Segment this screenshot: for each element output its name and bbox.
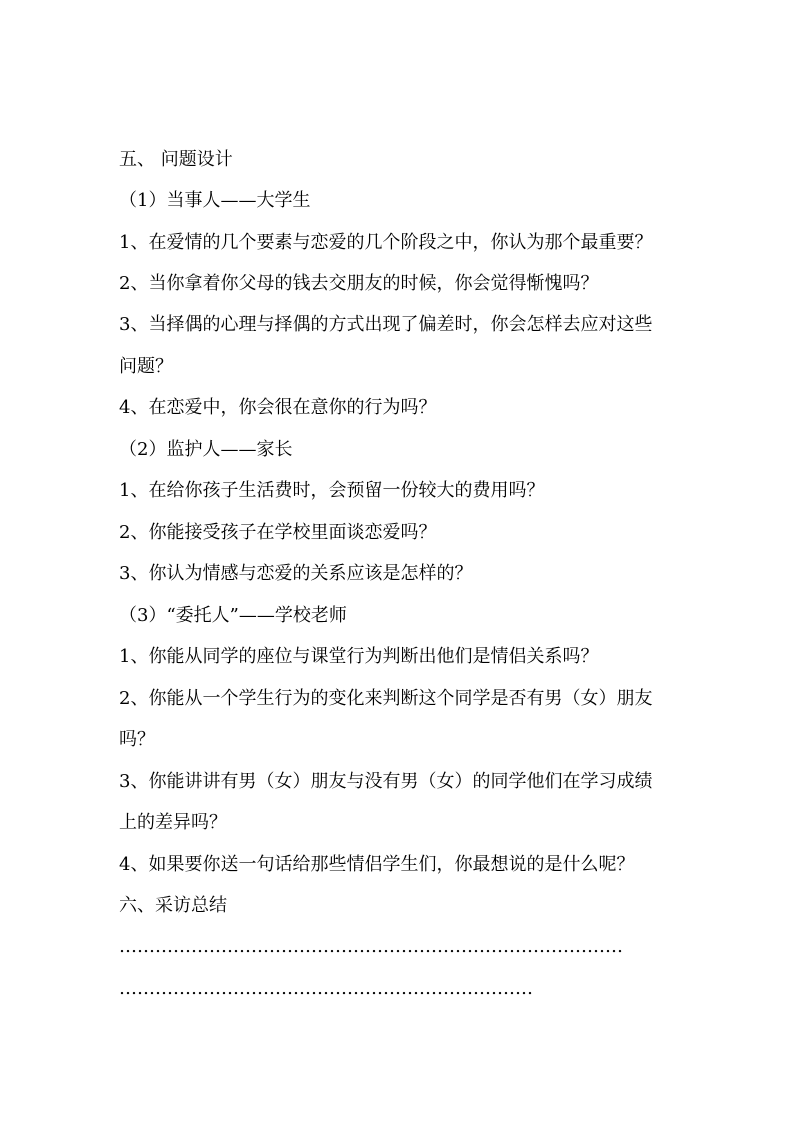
summary-dotted-line: ………………………………………………………………………… <box>119 936 623 957</box>
summary-dotted-line: …………………………………………………………… <box>119 978 533 999</box>
group-title-teacher: （3）“委托人”——学校老师 <box>119 605 347 626</box>
question-text: 1、在给你孩子生活费时，会预留一份较大的费用吗？ <box>119 480 545 501</box>
question-text: 2、当你拿着你父母的钱去交朋友的时候，你会觉得惭愧吗？ <box>119 273 599 294</box>
question-text: 1、在爱情的几个要素与恋爱的几个阶段之中，你认为那个最重要？ <box>119 232 653 253</box>
group-title-parent: （2）监护人——家长 <box>119 439 293 460</box>
question-text: 4、在恋爱中，你会很在意你的行为吗？ <box>119 397 437 418</box>
question-text: 2、你能接受孩子在学校里面谈恋爱吗？ <box>119 522 437 543</box>
question-text: 3、你认为情感与恋爱的关系应该是怎样的？ <box>119 563 473 584</box>
question-text: 问题？ <box>119 356 173 377</box>
group-title-student: （1）当事人——大学生 <box>119 190 311 211</box>
question-text: 3、你能讲讲有男（女）朋友与没有男（女）的同学他们在学习成绩 <box>119 771 653 792</box>
question-text: 3、当择偶的心理与择偶的方式出现了偏差时，你会怎样去应对这些 <box>119 314 653 335</box>
section-heading-interview-summary: 六、采访总结 <box>119 895 227 916</box>
question-text: 4、如果要你送一句话给那些情侣学生们，你最想说的是什么呢？ <box>119 854 635 875</box>
section-heading-question-design: 五、 问题设计 <box>119 149 233 170</box>
question-text: 2、你能从一个学生行为的变化来判断这个同学是否有男（女）朋友 <box>119 688 653 709</box>
question-text: 吗？ <box>119 729 155 750</box>
question-text: 1、你能从同学的座位与课堂行为判断出他们是情侣关系吗？ <box>119 646 599 667</box>
question-text: 上的差异吗？ <box>119 812 227 833</box>
